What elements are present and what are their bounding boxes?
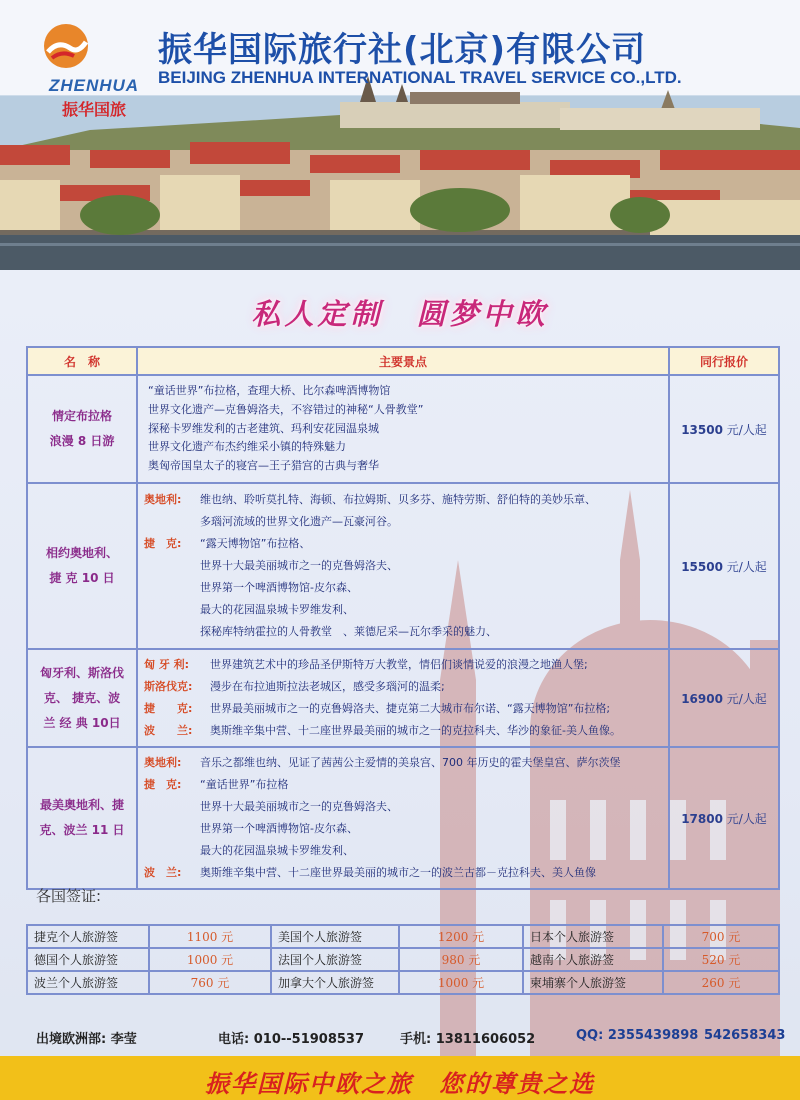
spot-line: 世界第一个啤酒博物馆-皮尔森、 bbox=[200, 822, 358, 835]
spot-line bbox=[144, 720, 662, 742]
visa-price: 980 元 bbox=[399, 948, 523, 971]
visa-price: 520 元 bbox=[663, 948, 779, 971]
footer-slogan: 振华国际中欧之旅 您的尊贵之选 bbox=[205, 1070, 595, 1098]
visa-row bbox=[27, 925, 779, 948]
tour-name-line: 兰 经 典 10日 bbox=[43, 715, 121, 730]
contact-department: 出境欧洲部: 李莹 bbox=[36, 1032, 137, 1047]
price-value: 17800 bbox=[681, 811, 723, 826]
tour-price bbox=[669, 649, 779, 747]
country-label: 奥地利: bbox=[144, 493, 182, 506]
visa-price: 1000 元 bbox=[399, 971, 523, 994]
tour-row-austria-czech bbox=[27, 483, 779, 649]
spot-line bbox=[144, 774, 662, 796]
visa-price: 700 元 bbox=[663, 925, 779, 948]
tour-table bbox=[26, 346, 780, 890]
header-price: 同行报价 bbox=[669, 347, 779, 375]
country-label: 波 兰: bbox=[144, 724, 193, 737]
visa-price: 1200 元 bbox=[399, 925, 523, 948]
visa-name: 日本个人旅游签 bbox=[523, 925, 663, 948]
header-name: 名 称 bbox=[27, 347, 137, 375]
tour-name-line: 相约奥地利、 bbox=[45, 546, 118, 560]
visa-price: 760 元 bbox=[149, 971, 271, 994]
tour-name-line: 最美奥地利、捷 bbox=[39, 798, 124, 812]
spot-text: “童话世界”布拉格 bbox=[200, 778, 289, 791]
tour-table-header-row bbox=[27, 347, 779, 375]
company-logo bbox=[42, 22, 146, 120]
tour-name bbox=[27, 483, 137, 649]
spot-line bbox=[144, 676, 662, 698]
visa-price: 1100 元 bbox=[149, 925, 271, 948]
spot-text: “露天博物馆”布拉格、 bbox=[200, 537, 311, 550]
visa-price: 1000 元 bbox=[149, 948, 271, 971]
contact-bar bbox=[0, 1022, 800, 1050]
spot-line bbox=[144, 489, 662, 511]
tour-spots bbox=[137, 375, 669, 483]
spot-text: 维也纳、聆听莫扎特、海顿、布拉姆斯、贝多芬、施特劳斯、舒伯特的美妙乐章、 bbox=[200, 493, 596, 506]
spot-line: 最大的花园温泉城卡罗维发利、 bbox=[200, 603, 354, 616]
spot-text: 漫步在布拉迪斯拉法老城区，感受多瑙河的温柔; bbox=[210, 680, 445, 693]
country-label: 斯洛伐克: bbox=[144, 680, 193, 693]
spot-line: 探秘卡罗维发利的古老建筑、玛利安花园温泉城 bbox=[148, 421, 379, 435]
spot-text: 世界最美丽城市之一的克鲁姆洛夫、捷克第二大城市布尔诺、“露天博物馆”布拉格; bbox=[210, 702, 611, 715]
country-label: 捷 克: bbox=[144, 778, 182, 791]
tour-name-line: 克、 捷克、波 bbox=[43, 690, 121, 705]
spot-text: 奥斯维辛集中营、十二座世界最美丽的城市之一的波兰古都－克拉科夫、美人鱼像 bbox=[200, 866, 596, 879]
tour-spots bbox=[137, 483, 669, 649]
tour-name bbox=[27, 747, 137, 889]
contact-mobile: 手机: 13811606052 bbox=[400, 1032, 536, 1047]
price-value: 15500 bbox=[681, 559, 723, 574]
spot-line: 多瑙河流域的世界文化遗产—瓦豪河谷。 bbox=[200, 515, 398, 528]
visa-price: 260 元 bbox=[663, 971, 779, 994]
country-label: 捷 克: bbox=[144, 537, 182, 550]
price-unit: 元/人起 bbox=[726, 691, 767, 706]
tour-name-line: 浪漫 8 日游 bbox=[49, 434, 115, 448]
spot-line: 世界十大最美丽城市之一的克鲁姆洛夫、 bbox=[200, 559, 398, 572]
price-value: 16900 bbox=[681, 691, 723, 706]
visa-name: 柬埔寨个人旅游签 bbox=[523, 971, 663, 994]
visa-row bbox=[27, 948, 779, 971]
visa-name: 美国个人旅游签 bbox=[271, 925, 399, 948]
visa-name: 捷克个人旅游签 bbox=[27, 925, 149, 948]
country-label: 波 兰: bbox=[144, 866, 182, 879]
tour-spots bbox=[137, 747, 669, 889]
spot-line: “童话世界”布拉格，查理大桥、比尔森啤酒博物馆 bbox=[148, 384, 391, 397]
spot-line bbox=[144, 698, 662, 720]
visa-name: 德国个人旅游签 bbox=[27, 948, 149, 971]
header-banner bbox=[0, 0, 800, 270]
tour-price bbox=[669, 375, 779, 483]
footer-banner bbox=[0, 1056, 800, 1100]
spot-text: 世界建筑艺术中的珍品圣伊斯特万大教堂，情侣们谈情说爱的浪漫之地渔人堡; bbox=[210, 658, 588, 671]
visa-name: 法国个人旅游签 bbox=[271, 948, 399, 971]
country-label: 匈 牙 利: bbox=[144, 658, 190, 671]
tour-name bbox=[27, 375, 137, 483]
tour-spots bbox=[137, 649, 669, 747]
tour-row-prague bbox=[27, 375, 779, 483]
zhenhua-logo-icon bbox=[42, 22, 90, 70]
country-label: 奥地利: bbox=[144, 756, 182, 769]
visa-name: 波兰个人旅游签 bbox=[27, 971, 149, 994]
spot-line bbox=[144, 533, 662, 555]
price-unit: 元/人起 bbox=[726, 422, 767, 437]
contact-qq-2: 542658343 bbox=[704, 1028, 786, 1043]
price-unit: 元/人起 bbox=[726, 811, 767, 826]
spot-line: 探秘库特纳霍拉的人骨教堂 、莱德尼采—瓦尔季采的魅力、 bbox=[200, 625, 497, 638]
spot-line: 世界文化遗产—克鲁姆洛夫，不容错过的神秘“人骨教堂” bbox=[148, 402, 424, 416]
tour-row-austria-czech-poland bbox=[27, 747, 779, 889]
tour-name-line: 克、波兰 11 日 bbox=[39, 823, 125, 837]
tour-price bbox=[669, 483, 779, 649]
country-label: 捷 克: bbox=[144, 702, 193, 715]
visa-section-title: 各国签证: bbox=[36, 887, 102, 905]
visa-name: 越南个人旅游签 bbox=[523, 948, 663, 971]
spot-text: 音乐之都维也纳、见证了茜茜公主爱情的美泉宫、700 年历史的霍夫堡皇宫、萨尔茨堡 bbox=[200, 756, 621, 769]
tour-row-hungary-slovakia bbox=[27, 649, 779, 747]
tour-name-line: 捷 克 10 日 bbox=[49, 571, 115, 585]
header-spots: 主要景点 bbox=[137, 347, 669, 375]
tour-name-line: 情定布拉格 bbox=[51, 409, 112, 423]
contact-qq: QQ: 2355439898 bbox=[576, 1028, 699, 1043]
price-value: 13500 bbox=[681, 422, 723, 437]
slogan-banner: 私人定制 圆梦中欧 bbox=[251, 297, 549, 331]
visa-name: 加拿大个人旅游签 bbox=[271, 971, 399, 994]
company-name-english: BEIJING ZHENHUA INTERNATIONAL TRAVEL SERVICE CO.,LTD. bbox=[158, 68, 682, 87]
company-name-chinese: 振华国际旅行社(北京)有限公司 bbox=[158, 30, 647, 70]
spot-line bbox=[144, 862, 662, 884]
spot-line: 世界第一个啤酒博物馆-皮尔森、 bbox=[200, 581, 358, 594]
tour-price bbox=[669, 747, 779, 889]
spot-line: 最大的花园温泉城卡罗维发利、 bbox=[200, 844, 354, 857]
spot-line bbox=[144, 654, 662, 676]
contact-phone: 电话: 010--51908537 bbox=[218, 1032, 365, 1047]
logo-chinese: 振华国旅 bbox=[61, 100, 126, 119]
spot-line: 奥匈帝国皇太子的寝宫—王子猎宫的古典与奢华 bbox=[148, 459, 379, 473]
visa-price-table bbox=[26, 924, 780, 995]
tour-name bbox=[27, 649, 137, 747]
spot-text: 奥斯维辛集中营、十二座世界最美丽的城市之一的克拉科夫、华沙的象征-美人鱼像。 bbox=[210, 724, 621, 737]
spot-line bbox=[144, 752, 662, 774]
spot-line: 世界文化遗产布杰约维采小镇的特殊魅力 bbox=[148, 440, 346, 454]
spot-line: 世界十大最美丽城市之一的克鲁姆洛夫、 bbox=[200, 800, 398, 813]
visa-row bbox=[27, 971, 779, 994]
price-unit: 元/人起 bbox=[726, 559, 767, 574]
logo-english: ZHENHUA bbox=[48, 76, 140, 95]
tour-name-line: 匈牙利、斯洛伐 bbox=[39, 665, 124, 680]
